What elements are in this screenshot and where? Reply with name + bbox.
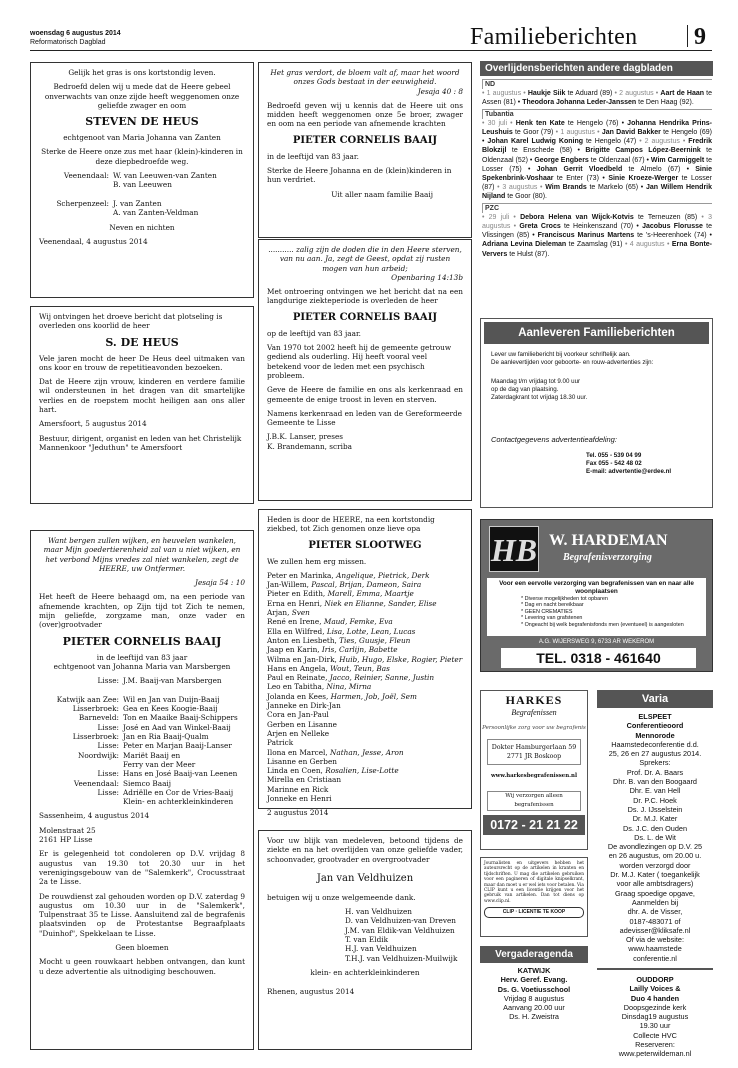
- vergader-line-1: Vrijdag 8 augustus: [503, 993, 565, 1003]
- varia-line: worden verzorgd door: [619, 860, 691, 870]
- row-place: [39, 190, 113, 199]
- signature: Uit aller naam familie Baaij: [331, 189, 433, 199]
- row-names: A. van Zanten-Veldman: [113, 208, 199, 218]
- family-row: [39, 760, 245, 769]
- deceased-name: PIETER CORNELIS BAAIJ: [62, 634, 222, 648]
- deceased-name: PIETER CORNELIS BAAIJ: [292, 134, 438, 146]
- varia-ouddorp: [597, 975, 713, 1059]
- family-line: Peter en Marinka, Angelique, Pietrick, Derk: [267, 570, 430, 580]
- varia-line: Dr. P.C. Hoek: [633, 795, 677, 805]
- condolence: Er is gelegenheid tot condoleren op D.V. vrijdag 8 augustus van 19.30 tot 20.30 uur in het verenigingsgebouw van de "Salemkerk", Crocusstraat 2a te Lisse.: [39, 849, 245, 887]
- row-place: Barneveld:: [78, 713, 119, 723]
- family-line: Anton en Liesbeth, Ties, Guusje, Fleun: [267, 635, 411, 645]
- family-line: Mirella en Cristiaan: [267, 775, 342, 785]
- family-member: D. van Veldhuizen-van Dreven: [345, 916, 456, 926]
- varia-header: Varia: [597, 690, 713, 708]
- vergader-body: [480, 966, 588, 1022]
- row-place: [39, 686, 123, 695]
- family-row: [39, 208, 245, 217]
- obituary-entries: • 1 augustus • Haukje Siik te Aduard (89) • 2 augustus • Aart de Haan te Assen (81) • Theodora Johanna Leder-Janssen te Den Haag (92).: [482, 90, 713, 107]
- quote: Want bergen zullen wijken, en heuvelen wankelen, maar Mijn goedertierenheid zal van u niet wijken, en het verbond Mijns vredes zal niet wankelen, zegt de HEERE, uw Ontfermer.: [43, 536, 241, 573]
- vergader-org-1: Herv. Geref. Evang.: [500, 975, 568, 985]
- row-place: Lisse:: [97, 722, 119, 732]
- family-line: Leo en Tabitha, Nina, Mirna: [267, 682, 372, 692]
- intro: Het heeft de Heere behaagd om, na een periode van afnemende krachten, op Zijn tijd tot Zich te nemen, mijn geliefde, zorgzame man, onze vader en (over)grootvader: [39, 592, 245, 630]
- row-names: Jan en Ria Baaij-Qualm: [123, 732, 209, 742]
- family-line: Linda en Coen, Rosalien, Lise-Lotte: [267, 766, 399, 776]
- ad-harkes: [480, 690, 588, 850]
- section-title: Familieberichten: [470, 24, 638, 50]
- ad-pieter-baaij-family: [30, 530, 254, 1050]
- family-member: T. van Eldik: [345, 935, 389, 945]
- varia-line: De avondlezingen op D.V. 25: [607, 842, 703, 852]
- harkes-sub: Begrafenissen: [511, 708, 557, 717]
- varia-line: Graag spoedige opgave,: [615, 888, 695, 898]
- row-names: Gea en Kees Koogie-Baaij: [123, 704, 218, 714]
- newspaper-code: ND: [482, 79, 712, 89]
- family-row: [39, 788, 245, 797]
- family-member: H.J. van Veldhuizen: [345, 944, 417, 954]
- harkes-web: www.harkesbegrafenissen.nl: [491, 773, 577, 779]
- age: op de leeftijd van 83 jaar.: [267, 328, 361, 338]
- signature: Bestuur, dirigent, organist en leden van het Christelijk Mannenkoor "Jeduthun" te Amersfoort: [39, 433, 242, 452]
- family-row: [39, 732, 245, 741]
- family-line: Gerben en Lisanne: [267, 719, 337, 729]
- harkes-addr-1: Dokter Hamburgerlaan 59: [491, 744, 577, 751]
- overlijden-list: [482, 78, 712, 259]
- family-line: Erna en Henri, Niek en Elianne, Sander, Elise: [267, 598, 437, 608]
- family-list: [39, 676, 245, 806]
- hardeman-bullet: * GEEN CREMATIES: [521, 608, 573, 615]
- vergader-line-3: Ds. H. Zweistra: [509, 1012, 559, 1022]
- varia-line: Duo 4 handen: [630, 993, 680, 1003]
- row-names: Adriëlle en Cor de Vries-Baaij: [123, 787, 234, 797]
- family-line: Patrick: [267, 738, 294, 748]
- family-line: René en Irene, Maud, Femke, Eva: [267, 617, 393, 627]
- vergader-org-2: Ds. G. Voetiusschool: [497, 984, 571, 994]
- page-number: 9: [694, 24, 706, 50]
- email: E-mail: advertentie@erdee.nl: [586, 468, 672, 475]
- harkes-service: Wij verzorgen alleen begrafenissen: [487, 791, 581, 811]
- row-names: B. van Leeuwen: [113, 180, 172, 190]
- varia-line: Ds. J. IJsselstein: [627, 804, 683, 814]
- row-place: Scherpenzeel:: [56, 198, 109, 208]
- hardeman-sub: Begrafenisverzorging: [563, 552, 652, 563]
- family-row: [39, 769, 245, 778]
- varia-line: Dhr. B. van den Boogaard: [613, 777, 697, 787]
- hardeman-logo: HB: [489, 526, 539, 572]
- varia-divider: [597, 968, 713, 970]
- family-row: [39, 190, 245, 199]
- quote-ref: Jesaja 54 : 10: [195, 578, 245, 588]
- family-member: H. van Veldhuizen: [345, 907, 413, 917]
- intro: Voor uw blijk van medeleven, betoond tijdens de ziekte en na het overlijden van onze geliefde vader, schoonvader, grootvader en overgrootvader: [267, 836, 463, 864]
- spouse: echtgenoot van Johanna Maria van Marsbergen: [53, 661, 231, 671]
- varia-line: voor alle ambtsdragers): [616, 879, 694, 889]
- family-row: [39, 723, 245, 732]
- family-line: Jan-Willem, Pascal, Brijan, Dameon, Saira: [267, 580, 422, 590]
- flowers: Geen bloemen: [115, 942, 169, 952]
- family-line: Janneke en Dirk-Jan: [267, 701, 341, 711]
- varia-line: Lailly Voices &: [629, 984, 681, 994]
- varia-line: 25, 26 en 27 augustus 2014.: [608, 749, 702, 759]
- vergader-city: KATWIJK: [517, 966, 551, 975]
- quote: Het gras verdort, de bloem valt af, maar het woord onzes Gods bestaat in der eeuwigheid.: [270, 68, 460, 87]
- place-date: Rhenen, augustus 2014: [267, 987, 355, 997]
- ad-steven-de-heus: [30, 62, 254, 298]
- row-names: Klein- en achterkleinkinderen: [123, 797, 234, 807]
- intro: Wij ontvingen het droeve bericht dat plotseling is overleden ons koorlid de heer: [39, 312, 223, 331]
- header-date: woensdag 6 augustus 2014: [30, 30, 121, 37]
- p1: Van 1970 tot 2002 heeft hij de gemeente getrouw gediend als ouderling. Hij heeft vooral veel betekend voor de leden met een psychisch probleem.: [267, 343, 452, 380]
- varia-line: en 26 augustus, om 20.00 u.: [608, 851, 702, 861]
- address-line-1: Molenstraat 25: [39, 825, 96, 835]
- row-place: [39, 208, 113, 217]
- ad-pieter-baaij-church: [258, 239, 472, 501]
- varia-line: Conferentieoord: [626, 721, 684, 731]
- line-1: Lever uw familiebericht bij voorkeur schriftelijk aan.: [491, 351, 631, 358]
- place-date: Sassenheim, 4 augustus 2014: [39, 811, 150, 821]
- hardeman-name: W. HARDEMAN: [549, 532, 668, 549]
- family-row: [39, 797, 245, 806]
- varia-line: www.haamstede: [628, 944, 682, 954]
- deceased-name: STEVEN DE HEUS: [85, 115, 199, 129]
- line-2: De aanlevertijden voor geboorte- en rouw-advertenties zijn:: [491, 359, 654, 366]
- hardeman-panel: [487, 578, 706, 636]
- overlijden-header: Overlijdensberichten andere dagbladen: [480, 61, 713, 76]
- varia-line: Mennorode: [635, 730, 675, 740]
- header-paper: Reformatorisch Dagblad: [30, 39, 106, 46]
- row-names: Ferry van der Meer: [123, 759, 196, 769]
- hardeman-address: A.G. WIJERSWEG 9, 6733 AR WEKEROM: [538, 639, 655, 645]
- place-date: Amersfoort, 5 augustus 2014: [39, 419, 147, 429]
- fax: Fax 055 - 542 48 02: [586, 460, 642, 467]
- family-line: Hans en Angela, Wout, Teun, Bas: [267, 663, 390, 673]
- p2: Dat de Heere zijn vrouw, kinderen en verdere familie wil ondersteunen in het dragen van dit smartelijke verlies en de roepstem mocht heiligen aan ons aller hart.: [39, 377, 245, 415]
- family-list: [267, 907, 463, 963]
- age: in de leeftijd van 83 jaar.: [267, 151, 359, 161]
- aanleveren-box: [480, 318, 713, 508]
- signature-1: J.B.K. Lanser, preses: [267, 432, 344, 442]
- varia-line: ELSPEET: [638, 712, 672, 721]
- place-date: Veenendaal, 4 augustus 2014: [39, 236, 148, 246]
- time-3: Zaterdagkrant tot vrijdag 18.30 uur.: [491, 394, 588, 401]
- row-names: Peter en Marjan Baaij-Lanser: [123, 741, 232, 751]
- p2: Geve de Heere de familie en ons als kerkenraad en gemeente de enige troost in leven en sterven.: [267, 385, 463, 404]
- varia-line: conferentie.nl: [633, 953, 677, 963]
- deceased-name: PIETER SLOOTWEG: [308, 539, 422, 551]
- hardeman-bullets: [491, 596, 702, 628]
- row-place: Noordwijk:: [77, 750, 119, 760]
- row-place: [39, 797, 123, 806]
- hardeman-bullet: * Levering van grafstenen: [521, 615, 583, 622]
- hardeman-bullet: * Ongeacht bij welk begrafenisfonds men (eventueel) is aangesloten: [521, 621, 684, 628]
- family-row: [39, 199, 245, 208]
- family-row: [39, 180, 245, 189]
- varia-line: Dinsdag19 augustus: [621, 1012, 689, 1022]
- family-row: [39, 676, 245, 685]
- row-place: Veenendaal:: [63, 171, 109, 181]
- clip-notice: [480, 857, 588, 937]
- clip-text: Journalisten en uitgevers hebben het auteursrecht op de artikelen in kranten en tijdschriften. U mag die artikelen gebruiken voor een pagineren of digitale knipselkrant, maar dan moet u er wel iets voor betalen. Via CLIP kunt u een licentie krijgen voor het gebruik van artikelen. Dan tot diens op www.clip.nl.: [484, 861, 584, 904]
- varia-line: Dr. M.J. Kater: [632, 814, 678, 824]
- family-row: [39, 171, 245, 180]
- varia-line: Ds. L. de Wit: [634, 832, 676, 842]
- family-row: [39, 686, 245, 695]
- varia-line: adevisser@kliksafe.nl: [619, 925, 691, 935]
- row-place: Lisserbroek:: [72, 732, 119, 742]
- obituary-entries: • 30 juli • Henk ten Kate te Hengelo (76) • Johanna Hendrika Prins-Leushuis te Goor (79) • 1 augustus • Jan David Bakker te Hengelo (69) • Johan Karel Ludwig Koning te Hengelo (47) • 2 augustus • Fredrik Blokzijl te Enschede (58) • Brigitte Campos López-Beernink te Oldenzaal (52) • George Engbers te Oldenzaal (67) • Wim Carmiggelt te Losser (75) • Johan Gerrit Vloedbeld te Almelo (67) • Sinie Spekenbrink-Voshaar te Enter (73) • Sinie Kroeze-Werger te Losser (87) • 3 augustus • Wim Brands te Markelo (65) • Jan Willem Hendrik Nijland te Goor (80).: [482, 119, 713, 201]
- varia-line: Dr. M.J. Kater ( toegankelijk: [610, 870, 700, 880]
- time-1: Maandag t/m vrijdag tot 9.00 uur: [491, 378, 581, 385]
- vergader-header: Vergaderagenda: [480, 946, 588, 963]
- varia-line: Reserveren:: [635, 1040, 675, 1050]
- family-row: [39, 704, 245, 713]
- harkes-addr-2: 2771 JR Boskoop: [506, 753, 562, 760]
- row-names: Wil en Jan van Duijn-Baaij: [123, 694, 220, 704]
- newspaper-code: Tubantia: [482, 109, 712, 119]
- address-line-2: 2161 HP Lisse: [39, 835, 93, 845]
- signature-2: K. Brandemann, scriba: [267, 441, 352, 451]
- row-names: J. van Zanten: [113, 198, 162, 208]
- row-names: [123, 686, 245, 695]
- harkes-phone: 0172 - 21 21 22: [483, 815, 585, 835]
- row-names: Hans en José Baaij-van Leenen: [123, 769, 238, 779]
- row-place: [39, 180, 113, 189]
- spouse: echtgenoot van Maria Johanna van Zanten: [63, 133, 221, 143]
- varia-line: Of via de website:: [626, 935, 684, 945]
- varia-line: Dhr. E. van Hell: [629, 786, 681, 796]
- row-place: Lisserbroek:: [72, 704, 119, 714]
- row-names: Ton en Maaike Baaij-Schippers: [123, 713, 238, 723]
- family-line: Cora en Jan-Paul: [267, 710, 329, 720]
- intro: Bedroefd delen wij u mede dat de Heere gebeel onverwachts van onze zijde heeft weggenomen onze geliefde zwager en oom: [44, 82, 240, 110]
- intro: Heden is door de HEERE, na een kortstondig ziekbed, tot Zich genomen onze lieve opa: [267, 515, 435, 534]
- miss-note: We zullen hem erg missen.: [267, 556, 367, 566]
- varia-line: Sprekers:: [639, 758, 671, 768]
- p1: Vele jaren mocht de heer De Heus deel uitmaken van ons koor en trouw de repetitieavonden bezoeken.: [39, 353, 245, 372]
- obituary-entries: • 29 juli • Debora Helena van Wijck-Kotvis te Terneuzen (85) • 3 augustus • Greta Crocs te Heinkenszand (70) • Jacobus Florusse te Vlissingen (85) • Franciscus Marinus Martens te 's-Heerenhoek (74) • Adriana Levina Dieleman te Zaamslag (91) • 4 augustus • Erna Bonte-Ververs te Hulst (87).: [482, 213, 713, 258]
- contact-label: Contactgegevens advertentieafdeling:: [491, 435, 617, 444]
- quote: ........... zalig zijn de doden die in den Heere sterven, van nu aan. Ja, zegt de Geest, opdat zij rusten mogen van hun arbeid;: [268, 245, 462, 273]
- family-line: Jolanda en Kees, Harmen, Job, Joël, Sem: [267, 691, 417, 701]
- clip-badge: CLIP · LICENTIE TE KOOP: [484, 907, 584, 918]
- intro: Bedroefd geven wij u kennis dat de Heere uit ons midden heeft weggenomen onze 5e broer, zwager en oom na een periode van afnemende krachten: [267, 100, 463, 129]
- date: 2 augustus 2014: [267, 808, 329, 818]
- row-names: Mariët Baaij en: [123, 750, 181, 760]
- vergader-line-2: Aanvang 20.00 uur: [503, 1003, 565, 1013]
- varia-line: dhr. A. de Visser,: [627, 907, 683, 917]
- harkes-slogan: Persoonlijke zorg voor uw begrafenis: [482, 725, 586, 731]
- aanleveren-header: Aanleveren Familieberichten: [484, 322, 709, 344]
- harkes-name: HARKES: [505, 693, 563, 707]
- row-names: W. van Leeuwen-van Zanten: [113, 171, 217, 181]
- varia-line: Aanmelden bij: [631, 897, 679, 907]
- row-place: Lisse:: [97, 741, 119, 751]
- family-line: Marinne en Rick: [267, 784, 329, 794]
- row-place: [39, 760, 123, 769]
- row-place: Veenendaal:: [73, 778, 119, 788]
- family-row: [39, 695, 245, 704]
- family-line: Lisanne en Gerben: [267, 756, 337, 766]
- family-row: [39, 751, 245, 760]
- row-place: Lisse:: [97, 769, 119, 779]
- varia-elspeet: [597, 712, 713, 963]
- deceased-name: PIETER CORNELIS BAAIJ: [292, 311, 438, 323]
- family-line: Ilona en Marcel, Nathan, Jesse, Aron: [267, 747, 404, 757]
- ad-jan-van-veldhuizen: [258, 830, 472, 1050]
- phone: Tel. 055 - 539 04 99: [586, 452, 642, 459]
- hardeman-bullet: * Diverse mogelijkheden tot opbaren: [521, 596, 608, 602]
- varia-line: Doopsgezinde kerk: [623, 1002, 687, 1012]
- varia-line: Prof. Dr. A. Baars: [626, 767, 684, 777]
- invitation: Mocht u geen rouwkaart hebben ontvangen, dan kunt u deze advertentie als uitnodiging beschouwen.: [39, 957, 245, 976]
- deceased-name: Jan van Veldhuizen: [316, 872, 414, 884]
- header-rule: [30, 50, 712, 51]
- grandchildren: klein- en achterkleinkinderen: [310, 967, 420, 977]
- p3: Namens kerkenraad en leden van de Gereformeerde Gemeente te Lisse: [267, 408, 462, 428]
- quote-ref: Jesaja 40 : 8: [417, 86, 463, 96]
- family-row: [39, 741, 245, 750]
- varia-line: Haamstedeconferentie d.d.: [611, 739, 699, 749]
- header-divider: [687, 25, 688, 47]
- family-row: [39, 713, 245, 722]
- varia-line: Collecte HVC: [633, 1030, 677, 1040]
- text: Sterke de Heere onze zus met haar (klein)-kinderen in deze diepbedroefde weg.: [41, 147, 243, 166]
- family-line: Ella en Wilfred, Lisa, Lotte, Lean, Lucas: [267, 626, 416, 636]
- age: in de leeftijd van 83 jaar: [96, 652, 188, 662]
- row-place: Lisse:: [97, 787, 119, 797]
- row-names: Siemco Baaij: [123, 778, 172, 788]
- row-names: [113, 190, 245, 199]
- hardeman-heading: Voor een eervolle verzorging van begrafenissen van en naar alle woonplaatsen: [499, 580, 694, 595]
- varia-line: Ds. J.C. den Ouden: [622, 823, 688, 833]
- varia-line: 19.30 uur: [639, 1021, 671, 1031]
- row-names: J.M. Baaij-van Marsbergen: [123, 676, 222, 686]
- thanks: betuigen wij u onze welgemeende dank.: [267, 892, 416, 902]
- family-line: Pieter en Edith, Marell, Emma, Maartje: [267, 589, 414, 599]
- hardeman-phone: TEL. 0318 - 461640: [501, 648, 696, 668]
- family-list: [267, 571, 463, 803]
- intro: Met ontroering ontvingen we het bericht dat na een langdurige ziekteperiode is overleden de heer: [267, 287, 463, 306]
- ad-hardeman: [480, 519, 713, 672]
- family-list: [39, 171, 245, 217]
- newspaper-code: PZC: [482, 203, 712, 213]
- service: De rouwdienst zal gehouden worden op D.V. zaterdag 9 augustus om 10.30 uur in de "Salemkerk", Tulpenstraat 35 te Lisse. Aansluitend zal de begrafenis plaatsvinden op de Protestantse Begraafplaats "Duinhof", Spekkelaan te Lisse.: [39, 891, 245, 938]
- family-row: [39, 779, 245, 788]
- time-2: op de dag van plaatsing.: [491, 386, 559, 393]
- header-meta: [30, 29, 121, 47]
- row-names: José en Aad van Winkel-Baaij: [123, 722, 231, 732]
- quote-ref: Openbaring 14:13b: [391, 272, 463, 282]
- ad-pieter-slootweg: [258, 509, 472, 818]
- family-line: Arjen en Nelleke: [267, 728, 330, 738]
- family-member: T.H.J. van Veldhuizen-Muilwijk: [345, 953, 458, 963]
- deceased-name: S. DE HEUS: [105, 335, 179, 349]
- ad-pieter-baaij-sibling: [258, 62, 472, 238]
- family-member: J.M. van Eldik-van Veldhuizen: [345, 925, 455, 935]
- hardeman-bullet: * Dag en nacht bereikbaar: [521, 602, 584, 609]
- family-line: Arjan, Sven: [267, 608, 310, 618]
- ad-s-de-heus: [30, 306, 254, 504]
- family-line: Jaap en Karin, Iris, Carlijn, Babette: [267, 645, 398, 655]
- varia-line: www.peterwildeman.nl: [618, 1049, 692, 1059]
- row-place: Lisse:: [97, 676, 119, 686]
- varia-line: 0187-483071 of: [629, 916, 681, 926]
- varia-line: OUDDORP: [636, 975, 674, 984]
- family-line: Paul en Reinate, Jacco, Reinier, Sanne, Justin: [267, 673, 435, 683]
- quote: Gelijk het gras is ons kortstondig leven.: [68, 68, 216, 77]
- family-note: Neven en nichten: [109, 222, 175, 232]
- family-line: Jonneke en Henri: [267, 794, 332, 804]
- family-line: Wilma en Jan-Dirk, Huib, Hugo, Elske, Rogier, Pieter: [267, 654, 463, 664]
- text: Sterke de Heere Johanna en de (klein)kinderen in hun verdriet.: [267, 166, 452, 185]
- row-place: Katwijk aan Zee:: [56, 694, 119, 704]
